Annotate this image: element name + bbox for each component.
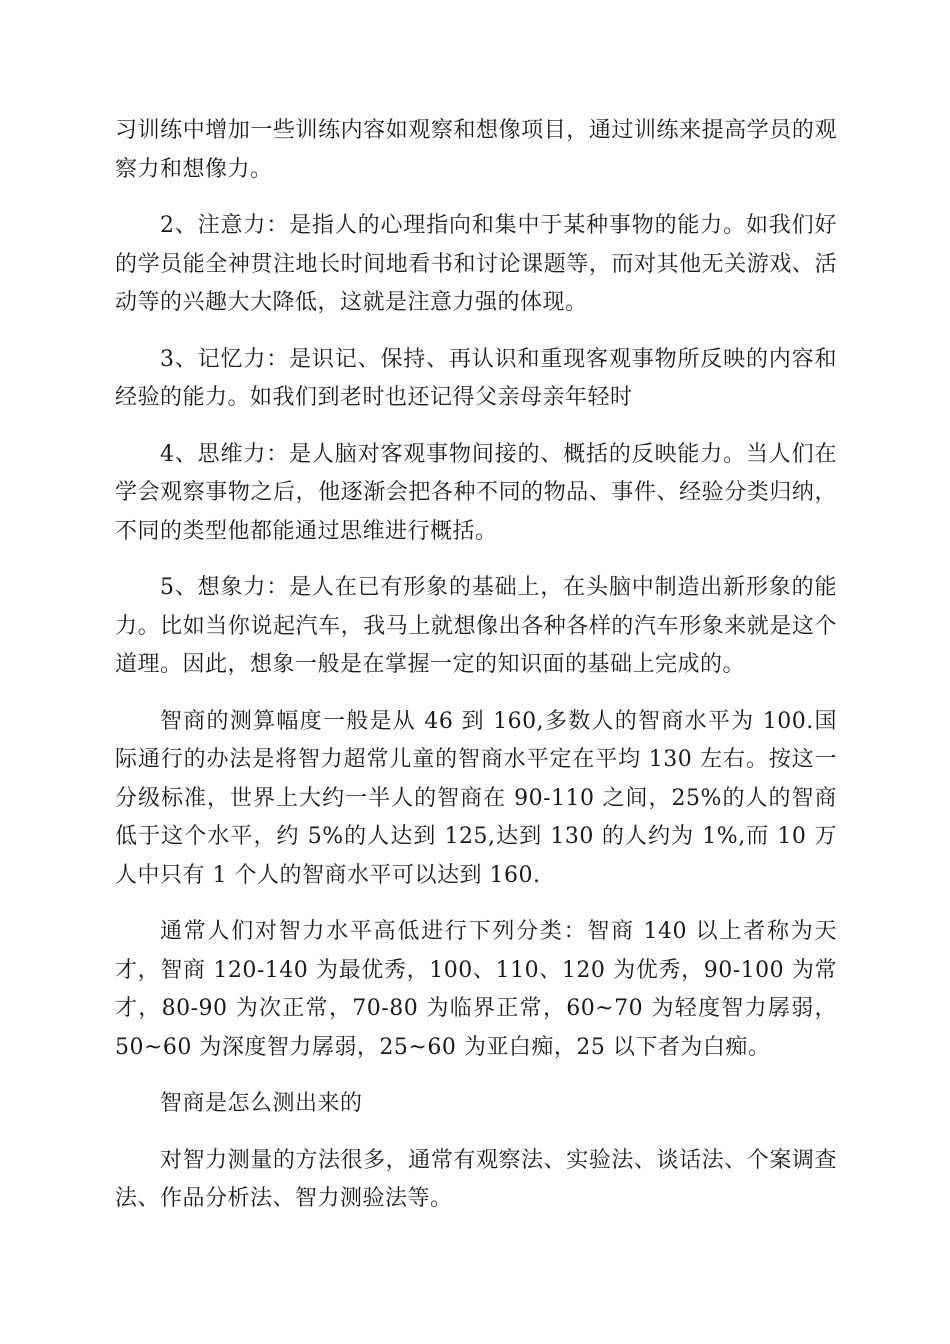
- paragraph-iq-classification: 通常人们对智力水平高低进行下列分类：智商 140 以上者称为天才，智商 120-140 为最优秀，100、110、120 为优秀，90-100 为常才，80-90 为次正常，70-80 为临界正常，60~70 为轻度智力孱弱，50~60 为深度智力孱弱，25~60 为亚白痴，25 以下者为白痴。: [115, 919, 837, 1060]
- document-body: [115, 112, 837, 1237]
- paragraph-thinking: 4、思维力：是人脑对客观事物间接的、概括的反映能力。当人们在学会观察事物之后，他逐渐会把各种不同的物品、事件、经验分类归纳，不同的类型他都能通过思维进行概括。: [115, 441, 837, 544]
- paragraph-imagination: 5、想象力：是人在已有形象的基础上，在头脑中制造出新形象的能力。比如当你说起汽车，我马上就想像出各种各样的汽车形象来就是这个道理。因此，想象一般是在掌握一定的知识面的基础上完成的。: [115, 575, 837, 677]
- paragraph-measurement-methods: 对智力测量的方法很多，通常有观察法、实验法、谈话法、个案调查法、作品分析法、智力测验法等。: [115, 1147, 837, 1211]
- paragraph-memory: 3、记忆力：是识记、保持、再认识和重现客观事物所反映的内容和经验的能力。如我们到老时也还记得父亲母亲年轻时: [115, 346, 837, 410]
- paragraph-attention: 2、注意力：是指人的心理指向和集中于某种事物的能力。如我们好的学员能全神贯注地长时间地看书和讨论课题等，而对其他无关游戏、活动等的兴趣大大降低，这就是注意力强的体现。: [115, 213, 837, 315]
- paragraph-iq-range: 智商的测算幅度一般是从 46 到 160,多数人的智商水平为 100.国际通行的办法是将智力超常儿童的智商水平定在平均 130 左右。按这一分级标准，世界上大约一半人的智商在 90-110 之间，25%的人的智商低于这个水平，约 5%的人达到 125,达到 130 的人约为 1%,而 10 万人中只有 1 个人的智商水平可以达到 160.: [115, 708, 837, 888]
- section-heading-iq-measurement: 智商是怎么测出来的: [160, 1091, 363, 1116]
- paragraph-observation-continuation: 习训练中增加一些训练内容如观察和想像项目，通过训练来提高学员的观察力和想像力。: [115, 118, 837, 182]
